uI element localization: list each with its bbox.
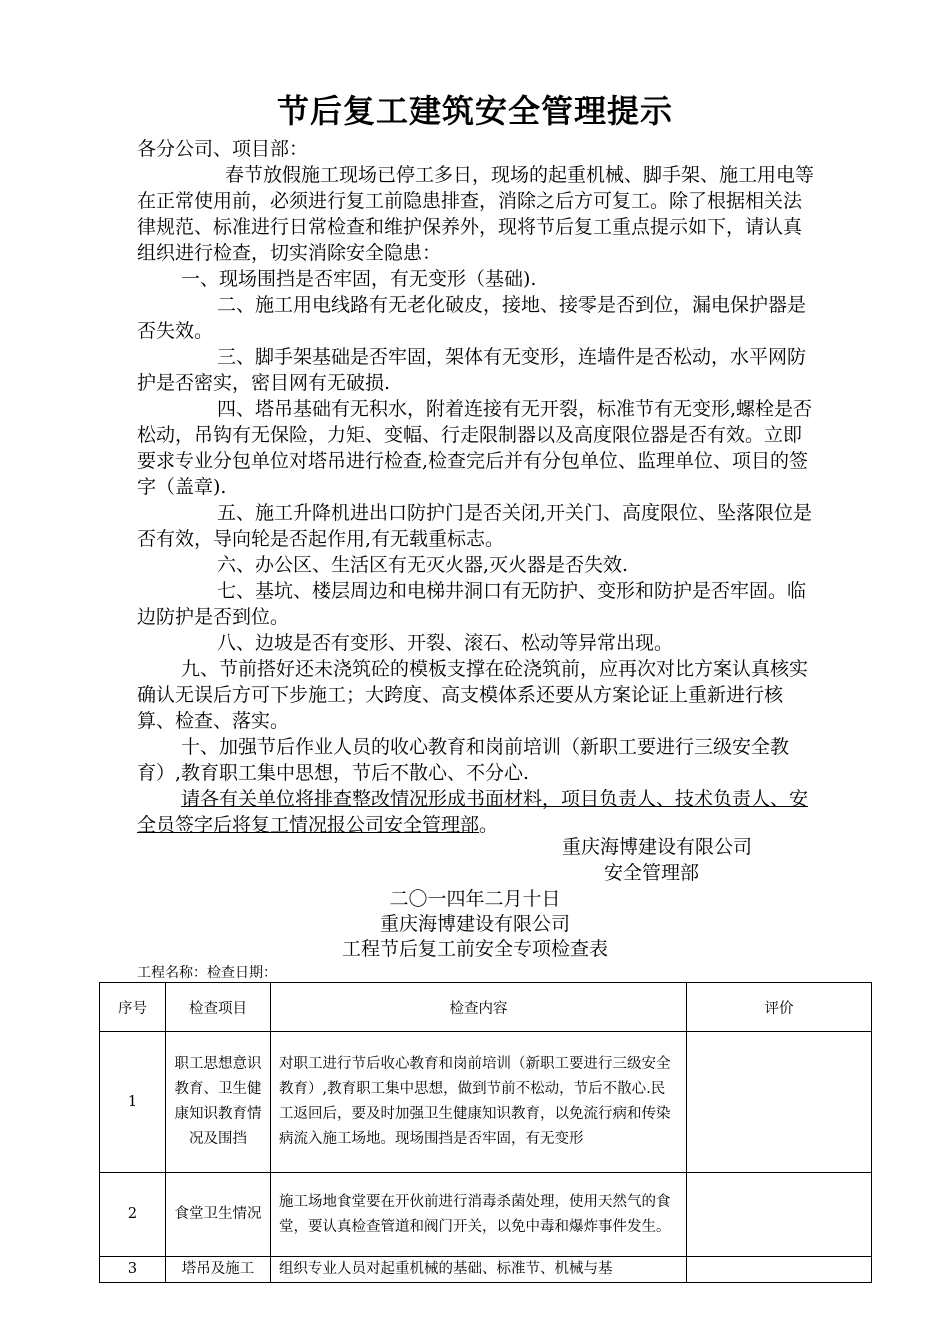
row-no: 1	[100, 1032, 166, 1173]
row-item: 食堂卫生情况	[166, 1173, 271, 1257]
form-title: 工程节后复工前安全专项检查表	[341, 938, 608, 960]
closing-underlined: 请各有关单位将排查整改情况形成书面材料，项目负责人、技术负责人、安全员签字后将复工情况报公司安全管理部	[137, 788, 809, 836]
item-10: 十、加强节后作业人员的收心教育和岗前培训（新职工要进行三级安全教育）,教育职工集中思想，节后不散心、不分心.	[137, 736, 790, 784]
notice-body	[137, 136, 817, 838]
signature-date: 二〇一四年二月十日	[389, 888, 561, 910]
item-3: 三、脚手架基础是否牢固，架体有无变形，连墙件是否松动，水平网防护是否密实，密目网有无破损.	[137, 346, 807, 394]
signature-company: 重庆海博建设有限公司	[562, 836, 753, 858]
item-2: 二、施工用电线路有无老化破皮，接地、接零是否到位，漏电保护器是否失效。	[137, 294, 807, 342]
row-content: 组织专业人员对起重机械的基础、标准节、机械与基	[271, 1257, 687, 1283]
item-4: 四、塔吊基础有无积水，附着连接有无开裂，标准节有无变形,螺栓是否松动，吊钩有无保险，力矩、变幅、行走限制器以及高度限位器是否有效。立即要求专业分包单位对塔吊进行检查,检查完后并有分包单位、监理单位、项目的签字（盖章).	[137, 398, 813, 498]
row-rating[interactable]	[687, 1257, 872, 1283]
item-9: 九、节前搭好还未浇筑砼的模板支撑在砼浇筑前，应再次对比方案认真核实确认无误后方可下步施工；大跨度、高支模体系还要从方案论证上重新进行核算、检查、落实。	[137, 658, 809, 732]
row-item: 塔吊及施工	[166, 1257, 271, 1283]
closing-end: 。	[479, 814, 499, 836]
row-content: 施工场地食堂要在开伙前进行消毒杀菌处理，使用天然气的食堂，要认真检查管道和阀门开关，以免中毒和爆炸事件发生。	[271, 1173, 687, 1257]
header-item: 检查项目	[166, 983, 271, 1032]
intro-paragraph: 春节放假施工现场已停工多日，现场的起重机械、脚手架、施工用电等在正常使用前，必须进行复工前隐患排查，消除之后方可复工。除了根据相关法律规范、标准进行日常检查和维护保养外，现将节后复工重点提示如下，请认真组织进行检查，切实消除安全隐患：	[137, 164, 815, 264]
form-company: 重庆海博建设有限公司	[379, 913, 570, 935]
salutation: 各分公司、项目部：	[137, 138, 309, 160]
row-rating[interactable]	[687, 1173, 872, 1257]
table-header-row	[100, 983, 872, 1032]
table-row	[100, 1257, 872, 1283]
item-6: 六、办公区、生活区有无灭火器,灭火器是否失效.	[217, 554, 629, 576]
header-content: 检查内容	[271, 983, 687, 1032]
header-no: 序号	[100, 983, 166, 1032]
item-1: 一、现场围挡是否牢固，有无变形（基础).	[181, 268, 537, 290]
inspection-table	[99, 982, 872, 1283]
document-title: 节后复工建筑安全管理提示	[276, 92, 673, 130]
item-5: 五、施工升降机进出口防护门是否关闭,开关门、高度限位、坠落限位是否有效，导向轮是否起作用,有无载重标志。	[137, 502, 813, 550]
row-rating[interactable]	[687, 1032, 872, 1173]
table-row	[100, 1032, 872, 1173]
item-8: 八、边坡是否有变形、开裂、滚石、松动等异常出现。	[217, 632, 674, 654]
row-no: 2	[100, 1173, 166, 1257]
project-line: 工程名称：检查日期：	[137, 965, 277, 981]
item-7: 七、基坑、楼层周边和电梯井洞口有无防护、变形和防护是否牢固。临边防护是否到位。	[137, 580, 807, 628]
signature-department: 安全管理部	[604, 862, 700, 884]
header-rating: 评价	[687, 983, 872, 1032]
row-content: 对职工进行节后收心教育和岗前培训（新职工要进行三级安全教育）,教育职工集中思想，做到节前不松动，节后不散心.民工返回后，要及时加强卫生健康知识教育，以免流行病和传染病流入施工场地。现场围挡是否牢固，有无变形	[271, 1032, 687, 1173]
row-item: 职工思想意识教育、卫生健康知识教育情况及围挡	[166, 1032, 271, 1173]
table-row	[100, 1173, 872, 1257]
closing-paragraph	[137, 786, 817, 838]
row-no: 3	[100, 1257, 166, 1283]
